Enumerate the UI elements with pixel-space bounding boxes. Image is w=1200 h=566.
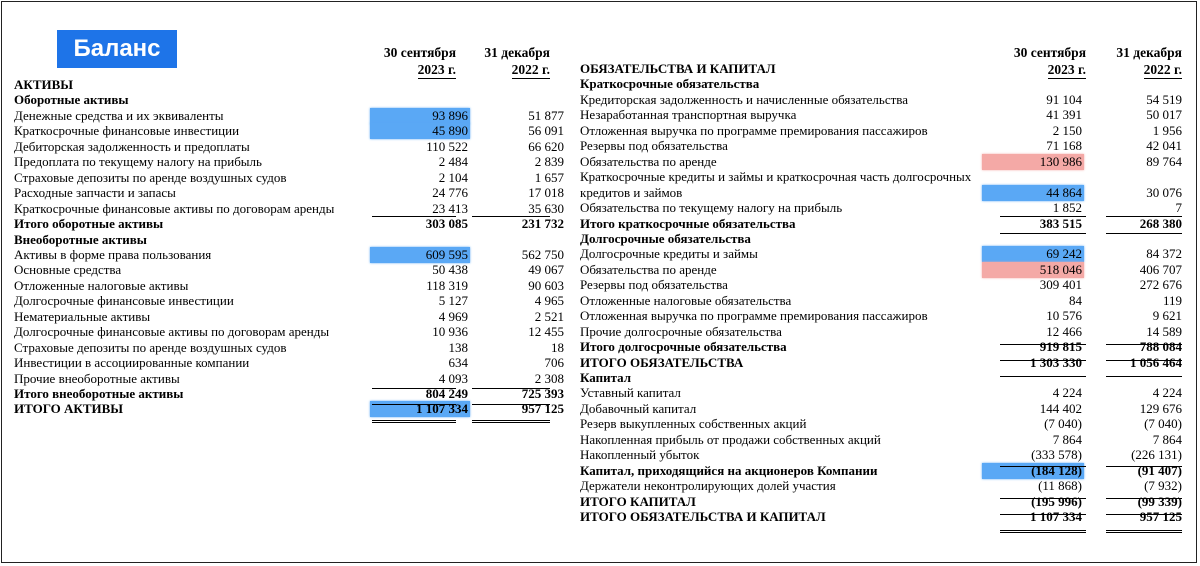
table-row xyxy=(580,61,1184,77)
row-value-prior: 9 621 xyxy=(1152,308,1182,324)
row-value-prior: 1 956 xyxy=(1152,122,1182,138)
row-value-prior: (226 131) xyxy=(1131,447,1182,463)
row-value-current: (333 578) xyxy=(1031,447,1082,463)
right-col2-header-line2: 2022 г. xyxy=(1143,62,1182,77)
row-label: Долгосрочные обязательства xyxy=(580,230,751,246)
row-label: Отложенная выручка по программе премирования пассажиров xyxy=(580,122,928,138)
right-col2-header-line1: 31 декабря xyxy=(1116,45,1182,60)
double-underline xyxy=(372,420,456,423)
row-label: Итого долгосрочные обязательства xyxy=(580,339,787,355)
row-value-prior: 788 084 xyxy=(1139,339,1182,355)
row-value-prior: 268 380 xyxy=(1139,215,1182,231)
row-value-prior: 84 372 xyxy=(1146,246,1182,262)
row-value-prior: (91 407) xyxy=(1137,462,1182,478)
table-row xyxy=(580,355,1184,371)
row-value-current: 609 595 xyxy=(370,247,470,263)
row-value-current: 4 969 xyxy=(438,308,468,324)
table-row xyxy=(14,169,564,186)
row-label: ИТОГО ОБЯЗАТЕЛЬСТВА xyxy=(580,354,744,370)
table-row xyxy=(14,246,564,263)
row-label: Уставный капитал xyxy=(580,385,681,401)
row-value-prior: 706 xyxy=(544,355,564,371)
row-label: Отложенные налоговые активы xyxy=(14,277,189,293)
table-row xyxy=(580,509,1184,525)
table-row xyxy=(14,154,564,170)
row-label: ОБЯЗАТЕЛЬСТВА И КАПИТАЛ xyxy=(580,61,776,76)
separator-line xyxy=(1106,376,1182,377)
row-label: Резерв выкупленных собственных акций xyxy=(580,416,807,432)
row-label: Инвестиции в ассоциированные компании xyxy=(14,355,250,371)
row-value-current: (11 868) xyxy=(1038,478,1082,494)
separator-line xyxy=(472,388,550,389)
row-label: Краткосрочные кредиты и займы и краткосрочная часть долгосрочных xyxy=(580,169,972,185)
row-value-prior: 18 xyxy=(551,339,564,355)
row-value-current: (7 040) xyxy=(1044,416,1082,432)
table-row xyxy=(580,76,1184,92)
row-label: Денежные средства и их эквиваленты xyxy=(14,107,224,123)
row-value-current: (195 996) xyxy=(1031,493,1082,509)
row-value-current: 1 303 330 xyxy=(1030,354,1082,370)
row-label: Итого оборотные активы xyxy=(14,216,164,232)
row-label: Дебиторская задолженность и предоплаты xyxy=(14,138,250,154)
table-row xyxy=(580,478,1184,494)
row-label: Долгосрочные финансовые активы по договорам аренды xyxy=(14,324,330,340)
table-row xyxy=(580,92,1184,108)
row-label: Резервы под обязательства xyxy=(580,138,728,154)
row-value-prior: 42 041 xyxy=(1146,138,1182,154)
separator-line xyxy=(1000,344,1086,345)
row-label: Накопленная прибыль от продажи собственных акций xyxy=(580,431,881,447)
row-value-current: 4 093 xyxy=(438,370,468,386)
row-value-current: 71 168 xyxy=(1046,138,1082,154)
row-label: Держатели неконтролирующих долей участия xyxy=(580,478,836,494)
separator-line xyxy=(372,216,456,217)
row-value-prior: 2 839 xyxy=(534,154,564,170)
row-label: Оборотные активы xyxy=(14,92,129,108)
table-row xyxy=(14,185,564,201)
row-value-prior: 54 519 xyxy=(1146,91,1182,107)
table-row xyxy=(580,216,1184,232)
row-label: Обязательства по текущему налогу на прибыль xyxy=(580,200,843,216)
separator-line xyxy=(372,404,456,405)
row-value-current: 518 046 xyxy=(982,262,1084,278)
table-row xyxy=(580,138,1184,154)
row-label: Активы в форме права пользования xyxy=(14,246,212,262)
row-label: Итого краткосрочные обязательства xyxy=(580,215,796,231)
row-value-current: 1 852 xyxy=(1052,200,1082,216)
row-value-prior: 1 657 xyxy=(534,169,564,185)
row-value-prior: 51 877 xyxy=(528,107,564,123)
left-col2-header xyxy=(466,44,550,79)
table-row xyxy=(580,494,1184,510)
row-label: ИТОГО КАПИТАЛ xyxy=(580,493,696,509)
table-row xyxy=(14,200,564,217)
table-row xyxy=(580,169,1184,185)
row-label: Итого внеоборотные активы xyxy=(14,386,184,401)
table-row xyxy=(580,339,1184,355)
table-row xyxy=(14,339,564,356)
row-value-current: 45 890 xyxy=(370,123,470,139)
table-row xyxy=(580,154,1184,170)
row-value-prior: 231 732 xyxy=(521,216,564,232)
row-value-current: (184 128) xyxy=(982,463,1084,479)
row-value-prior: (99 339) xyxy=(1137,493,1182,509)
row-label: Капитал, приходящийся на акционеров Компании xyxy=(580,462,878,478)
table-row xyxy=(14,262,564,278)
row-value-prior: 1 056 464 xyxy=(1130,354,1182,370)
row-label: Добавочный капитал xyxy=(580,400,697,416)
row-value-prior: 56 091 xyxy=(528,123,564,139)
row-label: Обязательства по аренде xyxy=(580,261,717,277)
table-row xyxy=(580,432,1184,448)
table-row xyxy=(14,370,564,387)
table-row xyxy=(14,308,564,325)
table-row xyxy=(14,92,554,108)
row-value-prior: 17 018 xyxy=(528,185,564,201)
table-row xyxy=(14,324,564,340)
row-value-prior: 129 676 xyxy=(1139,400,1182,416)
row-value-current: 10 576 xyxy=(1046,308,1082,324)
row-value-current: 919 815 xyxy=(1039,339,1082,355)
table-row xyxy=(580,447,1184,463)
right-col1-header-line1: 30 сентября xyxy=(1013,45,1086,60)
row-value-current: 91 104 xyxy=(1046,91,1082,107)
right-col1-header-line2: 2023 г. xyxy=(1047,62,1086,77)
row-label: Прочие долгосрочные обязательства xyxy=(580,323,782,339)
row-value-current: 10 936 xyxy=(432,324,468,340)
row-value-prior: 49 067 xyxy=(528,262,564,278)
left-col1-header xyxy=(352,44,456,79)
table-row xyxy=(580,107,1184,123)
row-value-current: 2 150 xyxy=(1052,122,1082,138)
row-value-prior: 30 076 xyxy=(1146,184,1182,200)
row-label: Предоплата по текущему налогу на прибыль xyxy=(14,154,262,170)
separator-line xyxy=(1106,216,1182,217)
row-value-current: 7 864 xyxy=(1052,431,1082,447)
row-value-prior: 957 125 xyxy=(521,401,564,417)
double-underline xyxy=(1106,530,1182,533)
table-row xyxy=(580,123,1184,139)
table-row xyxy=(14,138,564,155)
row-value-current: 24 776 xyxy=(432,185,468,201)
row-value-prior: 7 864 xyxy=(1152,431,1182,447)
table-row xyxy=(580,262,1184,278)
separator-line xyxy=(1000,466,1086,467)
row-value-current: 118 319 xyxy=(426,277,468,293)
separator-line xyxy=(1000,233,1086,234)
row-value-prior: 35 630 xyxy=(528,200,564,216)
row-value-prior: 272 676 xyxy=(1139,277,1182,293)
row-label: Страховые депозиты по аренде воздушных судов xyxy=(14,169,287,185)
page-title: Баланс xyxy=(57,30,177,68)
row-label: Долгосрочные финансовые инвестиции xyxy=(14,293,234,309)
row-value-current: 1 107 334 xyxy=(1030,509,1082,525)
row-value-prior: 725 393 xyxy=(521,386,564,401)
separator-line xyxy=(1000,360,1086,361)
row-label: Кредиторская задолженность и начисленные обязательства xyxy=(580,91,909,107)
row-value-prior: 4 224 xyxy=(1152,385,1182,401)
row-value-current: 110 522 xyxy=(426,138,468,154)
table-row xyxy=(580,401,1184,417)
row-label: кредитов и займов xyxy=(580,184,683,200)
row-value-current: 383 515 xyxy=(1039,215,1082,231)
row-value-current: 309 401 xyxy=(1039,277,1082,293)
row-value-prior: (7 040) xyxy=(1144,416,1182,432)
separator-line xyxy=(472,404,550,405)
row-value-prior: 50 017 xyxy=(1146,107,1182,123)
row-label: Страховые депозиты по аренде воздушных судов xyxy=(14,339,287,355)
double-underline xyxy=(472,420,550,423)
separator-line xyxy=(1106,466,1182,467)
table-row xyxy=(580,324,1184,340)
separator-line xyxy=(1000,498,1086,499)
row-value-current: 2 104 xyxy=(438,169,468,185)
row-value-current: 804 249 xyxy=(425,386,468,401)
separator-line xyxy=(1000,376,1086,377)
row-value-prior: 12 455 xyxy=(528,324,564,340)
row-value-prior: 2 521 xyxy=(534,308,564,324)
separator-line xyxy=(472,216,550,217)
row-value-current: 44 864 xyxy=(982,185,1084,201)
row-value-current: 634 xyxy=(448,355,468,371)
table-row xyxy=(14,123,564,139)
row-value-current: 4 224 xyxy=(1052,385,1082,401)
row-value-current: 41 391 xyxy=(1046,107,1082,123)
row-value-current: 1 107 334 xyxy=(370,401,470,417)
separator-line xyxy=(1106,360,1182,361)
separator-line xyxy=(1106,344,1182,345)
row-value-current: 138 xyxy=(448,339,468,355)
row-label: Отложенные налоговые обязательства xyxy=(580,292,792,308)
row-value-prior: 119 xyxy=(1162,292,1182,308)
row-label: Долгосрочные кредиты и займы xyxy=(580,246,758,262)
table-row xyxy=(14,277,564,294)
separator-line xyxy=(1000,514,1086,515)
table-row xyxy=(14,216,564,232)
row-label: Расходные запчасти и запасы xyxy=(14,185,176,201)
row-value-current: 5 127 xyxy=(438,293,468,309)
left-col1-header-line1: 30 сентября xyxy=(383,45,456,60)
row-value-prior: 14 589 xyxy=(1146,323,1182,339)
row-value-current: 93 896 xyxy=(370,108,470,124)
separator-line xyxy=(372,388,456,389)
row-value-prior: 957 125 xyxy=(1139,509,1182,525)
row-label: Накопленный убыток xyxy=(580,447,700,463)
row-value-current: 23 413 xyxy=(432,200,468,216)
table-row xyxy=(580,200,1184,216)
row-label: Краткосрочные обязательства xyxy=(580,76,760,92)
left-col1-header-line2: 2023 г. xyxy=(417,62,456,77)
row-value-prior: (7 932) xyxy=(1144,478,1182,494)
separator-line xyxy=(1106,498,1182,499)
row-label: ИТОГО ОБЯЗАТЕЛЬСТВА И КАПИТАЛ xyxy=(580,509,826,525)
row-value-current: 130 986 xyxy=(982,154,1084,170)
row-label: Краткосрочные финансовые инвестиции xyxy=(14,123,240,139)
left-col2-header-line2: 2022 г. xyxy=(511,62,550,77)
row-value-prior: 89 764 xyxy=(1146,153,1182,169)
table-row xyxy=(580,370,1184,386)
row-label: Прочие внеоборотные активы xyxy=(14,370,180,386)
separator-line xyxy=(1106,233,1182,234)
row-label: Отложенная выручка по программе премирования пассажиров xyxy=(580,308,928,324)
row-value-current: 2 484 xyxy=(438,154,468,170)
table-row xyxy=(14,293,564,309)
table-row xyxy=(14,107,564,124)
row-label: Нематериальные активы xyxy=(14,308,151,324)
row-label: Капитал xyxy=(580,370,632,385)
left-col2-header-line1: 31 декабря xyxy=(484,45,550,60)
row-value-prior: 4 965 xyxy=(534,293,564,309)
row-value-current: 50 438 xyxy=(432,262,468,278)
row-value-prior: 7 xyxy=(1175,200,1182,216)
row-label: Незаработанная транспортная выручка xyxy=(580,107,797,123)
table-row xyxy=(580,308,1184,324)
separator-line xyxy=(1106,514,1182,515)
row-value-current: 303 085 xyxy=(425,216,468,232)
row-value-prior: 2 308 xyxy=(534,370,564,386)
table-row xyxy=(580,385,1184,401)
table-row xyxy=(14,355,564,371)
table-row xyxy=(14,232,554,248)
table-row xyxy=(14,77,554,93)
row-label: ИТОГО АКТИВЫ xyxy=(14,401,124,417)
table-row xyxy=(580,293,1184,309)
table-row xyxy=(580,416,1184,432)
row-label: Краткосрочные финансовые активы по договорам аренды xyxy=(14,200,335,216)
row-label: АКТИВЫ xyxy=(14,77,74,92)
table-row xyxy=(580,463,1184,479)
row-value-prior: 66 620 xyxy=(528,138,564,154)
row-label: Обязательства по аренде xyxy=(580,153,717,169)
double-underline xyxy=(1000,530,1086,533)
row-value-prior: 406 707 xyxy=(1139,261,1182,277)
row-label: Внеоборотные активы xyxy=(14,231,147,247)
table-row xyxy=(580,231,1184,247)
row-value-current: 12 466 xyxy=(1046,323,1082,339)
row-label: Резервы под обязательства xyxy=(580,277,728,293)
row-value-prior: 90 603 xyxy=(528,277,564,293)
row-label: Основные средства xyxy=(14,262,122,278)
separator-line xyxy=(1000,216,1086,217)
table-row xyxy=(580,246,1184,262)
row-value-prior: 562 750 xyxy=(521,246,564,262)
row-value-current: 144 402 xyxy=(1039,400,1082,416)
row-value-current: 69 242 xyxy=(982,246,1084,262)
row-value-current: 84 xyxy=(1069,292,1082,308)
table-row xyxy=(580,277,1184,293)
table-row xyxy=(580,185,1184,201)
